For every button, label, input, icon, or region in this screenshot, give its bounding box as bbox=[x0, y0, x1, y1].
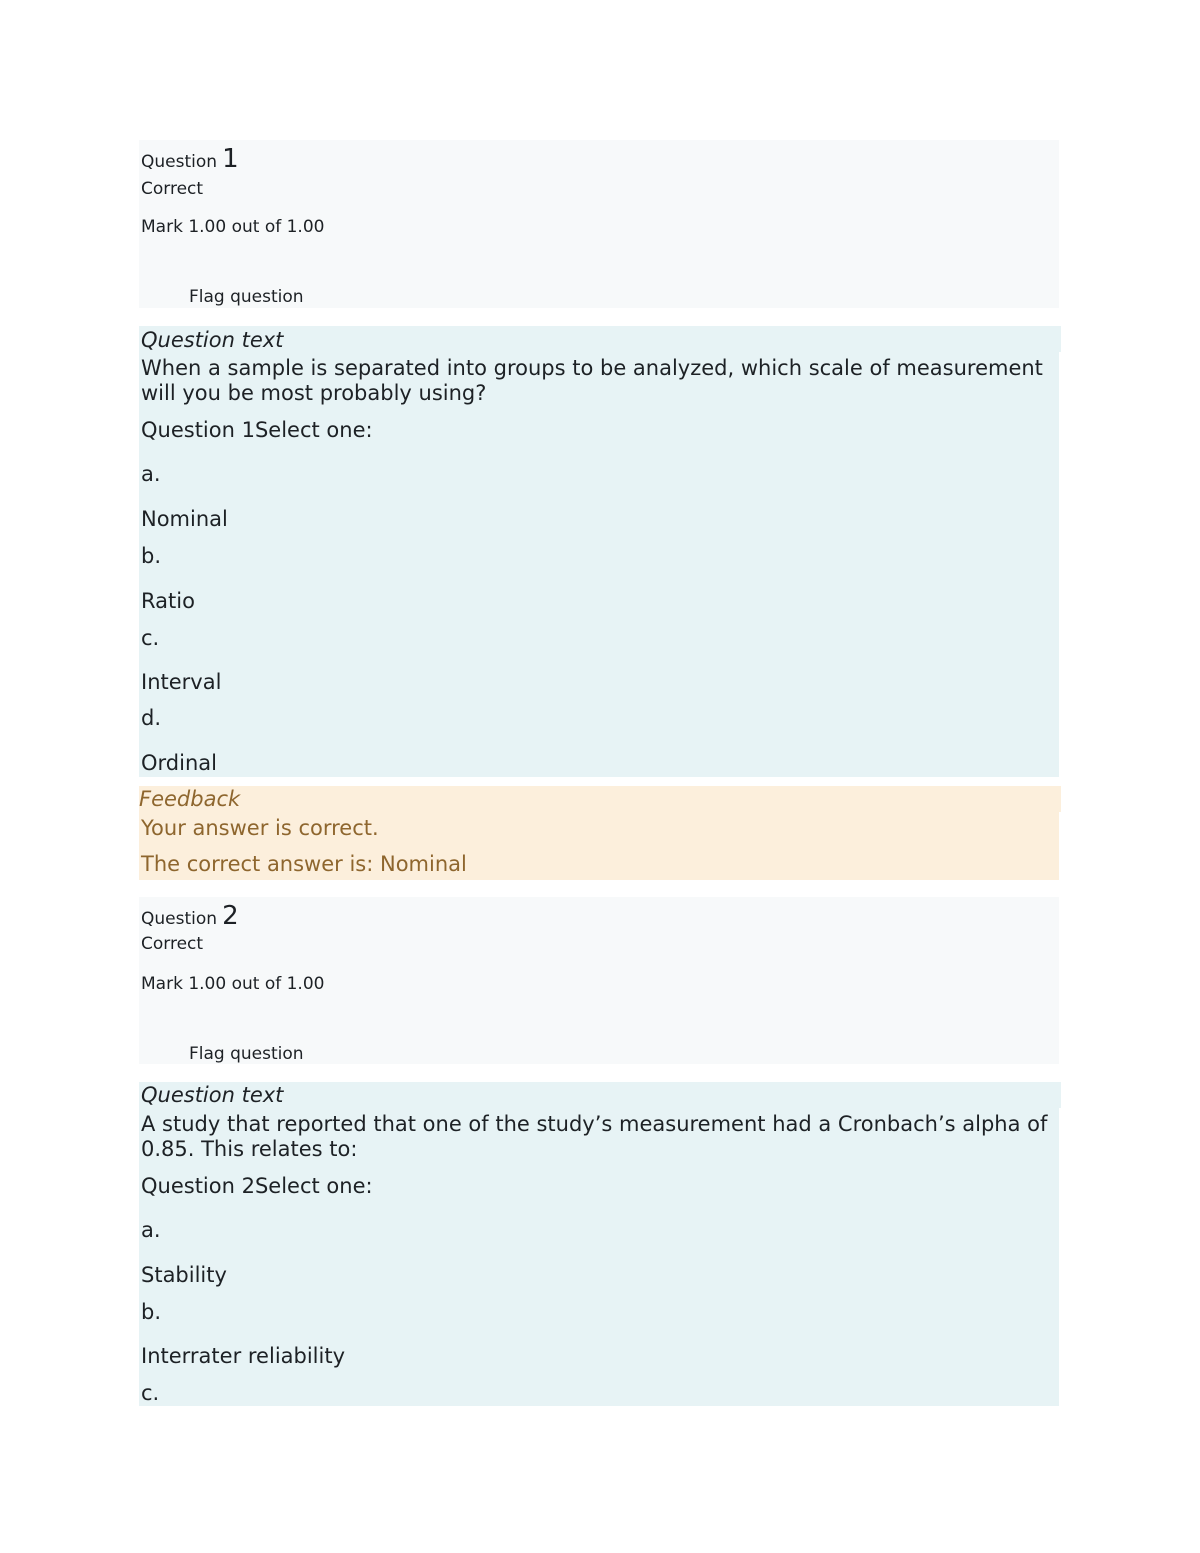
question-mark: Mark 1.00 out of 1.00 bbox=[141, 217, 325, 237]
option-letter[interactable]: c. bbox=[141, 1381, 160, 1405]
option-letter[interactable]: c. bbox=[141, 626, 160, 650]
select-one-prompt: Question 1Select one: bbox=[141, 418, 373, 442]
question-state: Correct bbox=[141, 179, 204, 199]
option-letter[interactable]: a. bbox=[141, 462, 161, 486]
question-label: Question bbox=[141, 909, 218, 929]
option-text[interactable]: Ordinal bbox=[141, 751, 217, 775]
option-text[interactable]: Interval bbox=[141, 670, 222, 694]
option-text[interactable]: Stability bbox=[141, 1263, 227, 1287]
question-1-info bbox=[139, 140, 1059, 308]
option-text[interactable]: Nominal bbox=[141, 507, 228, 531]
feedback-correct-answer: The correct answer is: Nominal bbox=[141, 852, 467, 876]
option-text[interactable]: Interrater reliability bbox=[141, 1344, 346, 1368]
question-1-content bbox=[139, 326, 1059, 777]
question-text: A study that reported that one of the study’s measurement had a Cronbach’s alpha of 0.85. This relates to: bbox=[141, 1112, 1048, 1161]
question-2-header bbox=[141, 901, 239, 931]
flag-question-link[interactable]: Flag question bbox=[189, 1044, 304, 1064]
question-mark: Mark 1.00 out of 1.00 bbox=[141, 974, 325, 994]
question-number: 1 bbox=[222, 144, 239, 174]
option-letter[interactable]: a. bbox=[141, 1218, 161, 1242]
option-letter[interactable]: b. bbox=[141, 1300, 162, 1324]
option-letter[interactable]: d. bbox=[141, 706, 162, 730]
question-label: Question bbox=[141, 152, 218, 172]
option-letter[interactable]: b. bbox=[141, 544, 162, 568]
question-text-heading: Question text bbox=[141, 328, 284, 352]
question-text-heading: Question text bbox=[141, 1083, 284, 1107]
select-one-prompt: Question 2Select one: bbox=[141, 1174, 373, 1198]
question-text: When a sample is separated into groups to be analyzed, which scale of measurement will you be most probably using? bbox=[141, 356, 1043, 405]
question-1-header bbox=[141, 144, 239, 174]
question-state: Correct bbox=[141, 934, 204, 954]
question-1-feedback bbox=[139, 786, 1059, 880]
question-number: 2 bbox=[222, 901, 239, 931]
feedback-heading: Feedback bbox=[139, 787, 241, 811]
question-2-content bbox=[139, 1082, 1059, 1406]
option-text[interactable]: Ratio bbox=[141, 589, 195, 613]
flag-question-link[interactable]: Flag question bbox=[189, 287, 304, 307]
question-2-info bbox=[139, 897, 1059, 1064]
feedback-result: Your answer is correct. bbox=[141, 816, 379, 840]
